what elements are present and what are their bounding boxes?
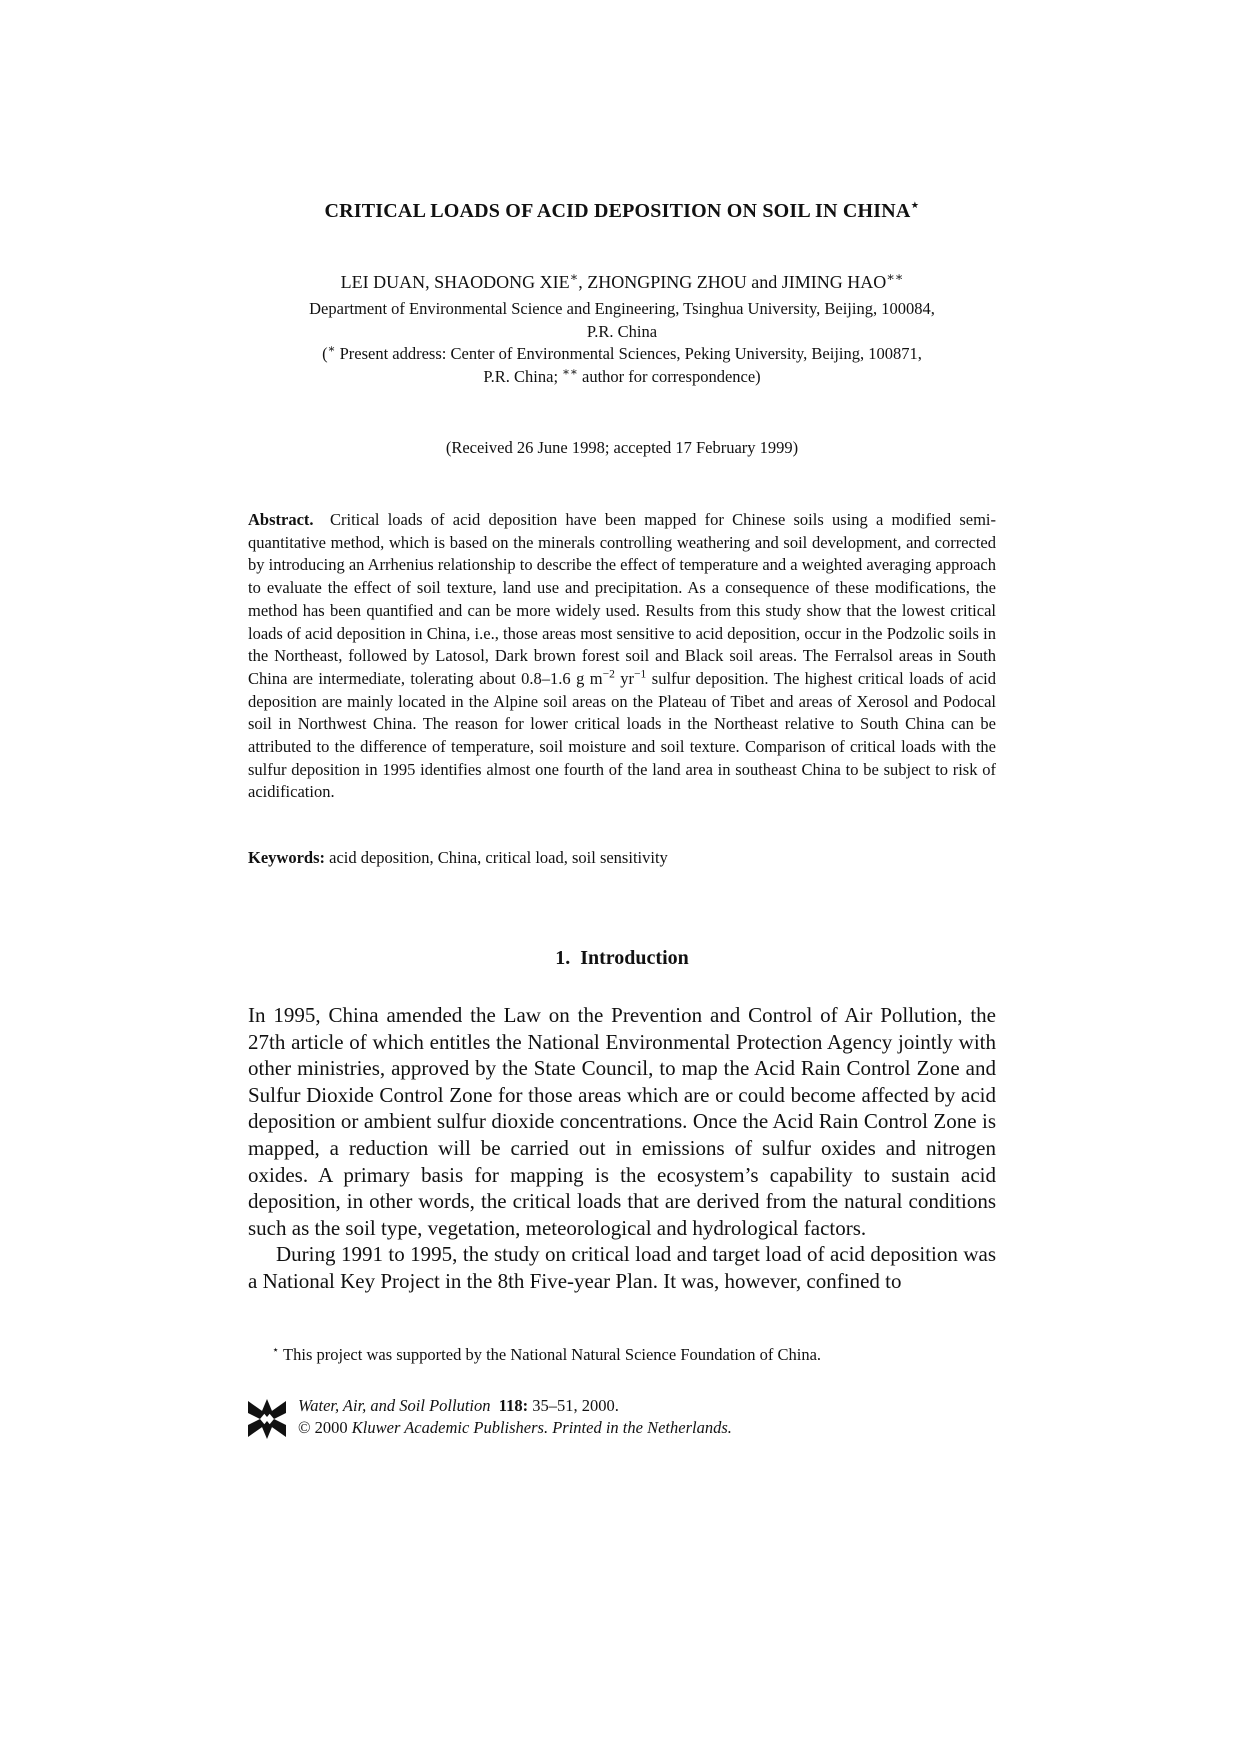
affiliation-line-2: P.R. China [586, 321, 658, 341]
journal-name: Water, Air, and Soil Pollution [298, 1396, 491, 1415]
affiliation-line-1: Department of Environmental Science and Engineering, Tsinghua University, Beijing, 100084, [309, 299, 935, 318]
affiliation-line-4: P.R. China; ∗∗ author for correspondence) [483, 366, 761, 386]
paragraph-2: During 1991 to 1995, the study on critical load and target load of acid deposition was a National Key Project in the 8th Five-year Plan. It was, however, confined to [248, 1242, 996, 1293]
received-dates: (Received 26 June 1998; accepted 17 February 1999) [445, 438, 799, 457]
affiliation-line-3: (∗ Present address: Center of Environmental Sciences, Peking University, Beijing, 100871, [322, 343, 922, 363]
footnote: ⋆ This project was supported by the National Natural Science Foundation of China. [272, 1344, 822, 1364]
journal-info [248, 1395, 996, 1445]
body-text [248, 1002, 996, 1295]
author-list: LEI DUAN, SHAODONG XIE∗, ZHONGPING ZHOU and JIMING HAO∗∗ [340, 270, 904, 292]
paper-title: CRITICAL LOADS OF ACID DEPOSITION ON SOIL IN CHINA⋆ [324, 198, 920, 222]
publisher-name: Kluwer Academic Publishers. Printed in the Netherlands. [351, 1418, 732, 1437]
affiliation [248, 298, 996, 388]
paragraph-1: In 1995, China amended the Law on the Prevention and Control of Air Pollution, the 27th article of which entitles the National Environmental Protection Agency jointly with other ministries, approved by the State Council, to map the Acid Rain Control Zone and Sulfur Dioxide Control Zone for those areas which are or could become affected by acid deposition or ambient sulfur dioxide concentrations. Once the Acid Rain Control Zone is mapped, a reduction will be carried out in emissions of sulfur oxides and nitrogen oxides. A primary basis for mapping is the ecosystem’s capability to sustain acid deposition, in other words, the critical loads that are derived from the natural conditions such as the soil type, vegetation, meteorological and hydrological factors. [248, 1003, 996, 1240]
journal-volume: 118: [498, 1396, 529, 1415]
keywords-label: Keywords: [248, 848, 325, 867]
title-footnote-mark: ⋆ [910, 198, 920, 214]
section-heading: 1. Introduction [555, 947, 689, 969]
publisher-logo-icon [248, 1399, 286, 1439]
keywords: Keywords: acid deposition, China, critical load, soil sensitivity [248, 848, 668, 867]
journal-citation: Water, Air, and Soil Pollution 118: 35–51, 2000. © 2000 Kluwer Academic Publishers. Printed in the Netherlands. [298, 1396, 732, 1437]
abstract-label: Abstract. [248, 510, 314, 529]
abstract: Abstract. Critical loads of acid deposition have been mapped for Chinese soils using a modified semi-quantitative method, which is based on the minerals controlling weathering and soil development, and corrected by introducing an Arrhenius relationship to describe the effect of temperature and a weighted averaging approach to evaluate the effect of soil texture, land use and precipitation. As a consequence of these modifications, the method has been quantified and can be more widely used. Results from this study show that the lowest critical loads of acid deposition in China, i.e., those areas most sensitive to acid deposition, occur in the Podzolic soils in the Northeast, followed by Latosol, Dark brown forest soil and Black soil areas. The Ferralsol areas in South China are intermediate, tolerating about 0.8–1.6 g $m^{-2}$ $yr^{-1}$ sulfur deposition. The highest critical loads of acid deposition are mainly located in the Alpine soil areas on the Plateau of Tibet and areas of Xerosol and Podocal soil in Northwest China. The reason for lower critical loads in the Northeast relative to South China can be attributed to the difference of temperature, soil moisture and soil texture. Comparison of critical loads with the sulfur deposition in 1995 identifies almost one fourth of the land area in southeast China to be subject to risk of acidification. [248, 510, 997, 802]
